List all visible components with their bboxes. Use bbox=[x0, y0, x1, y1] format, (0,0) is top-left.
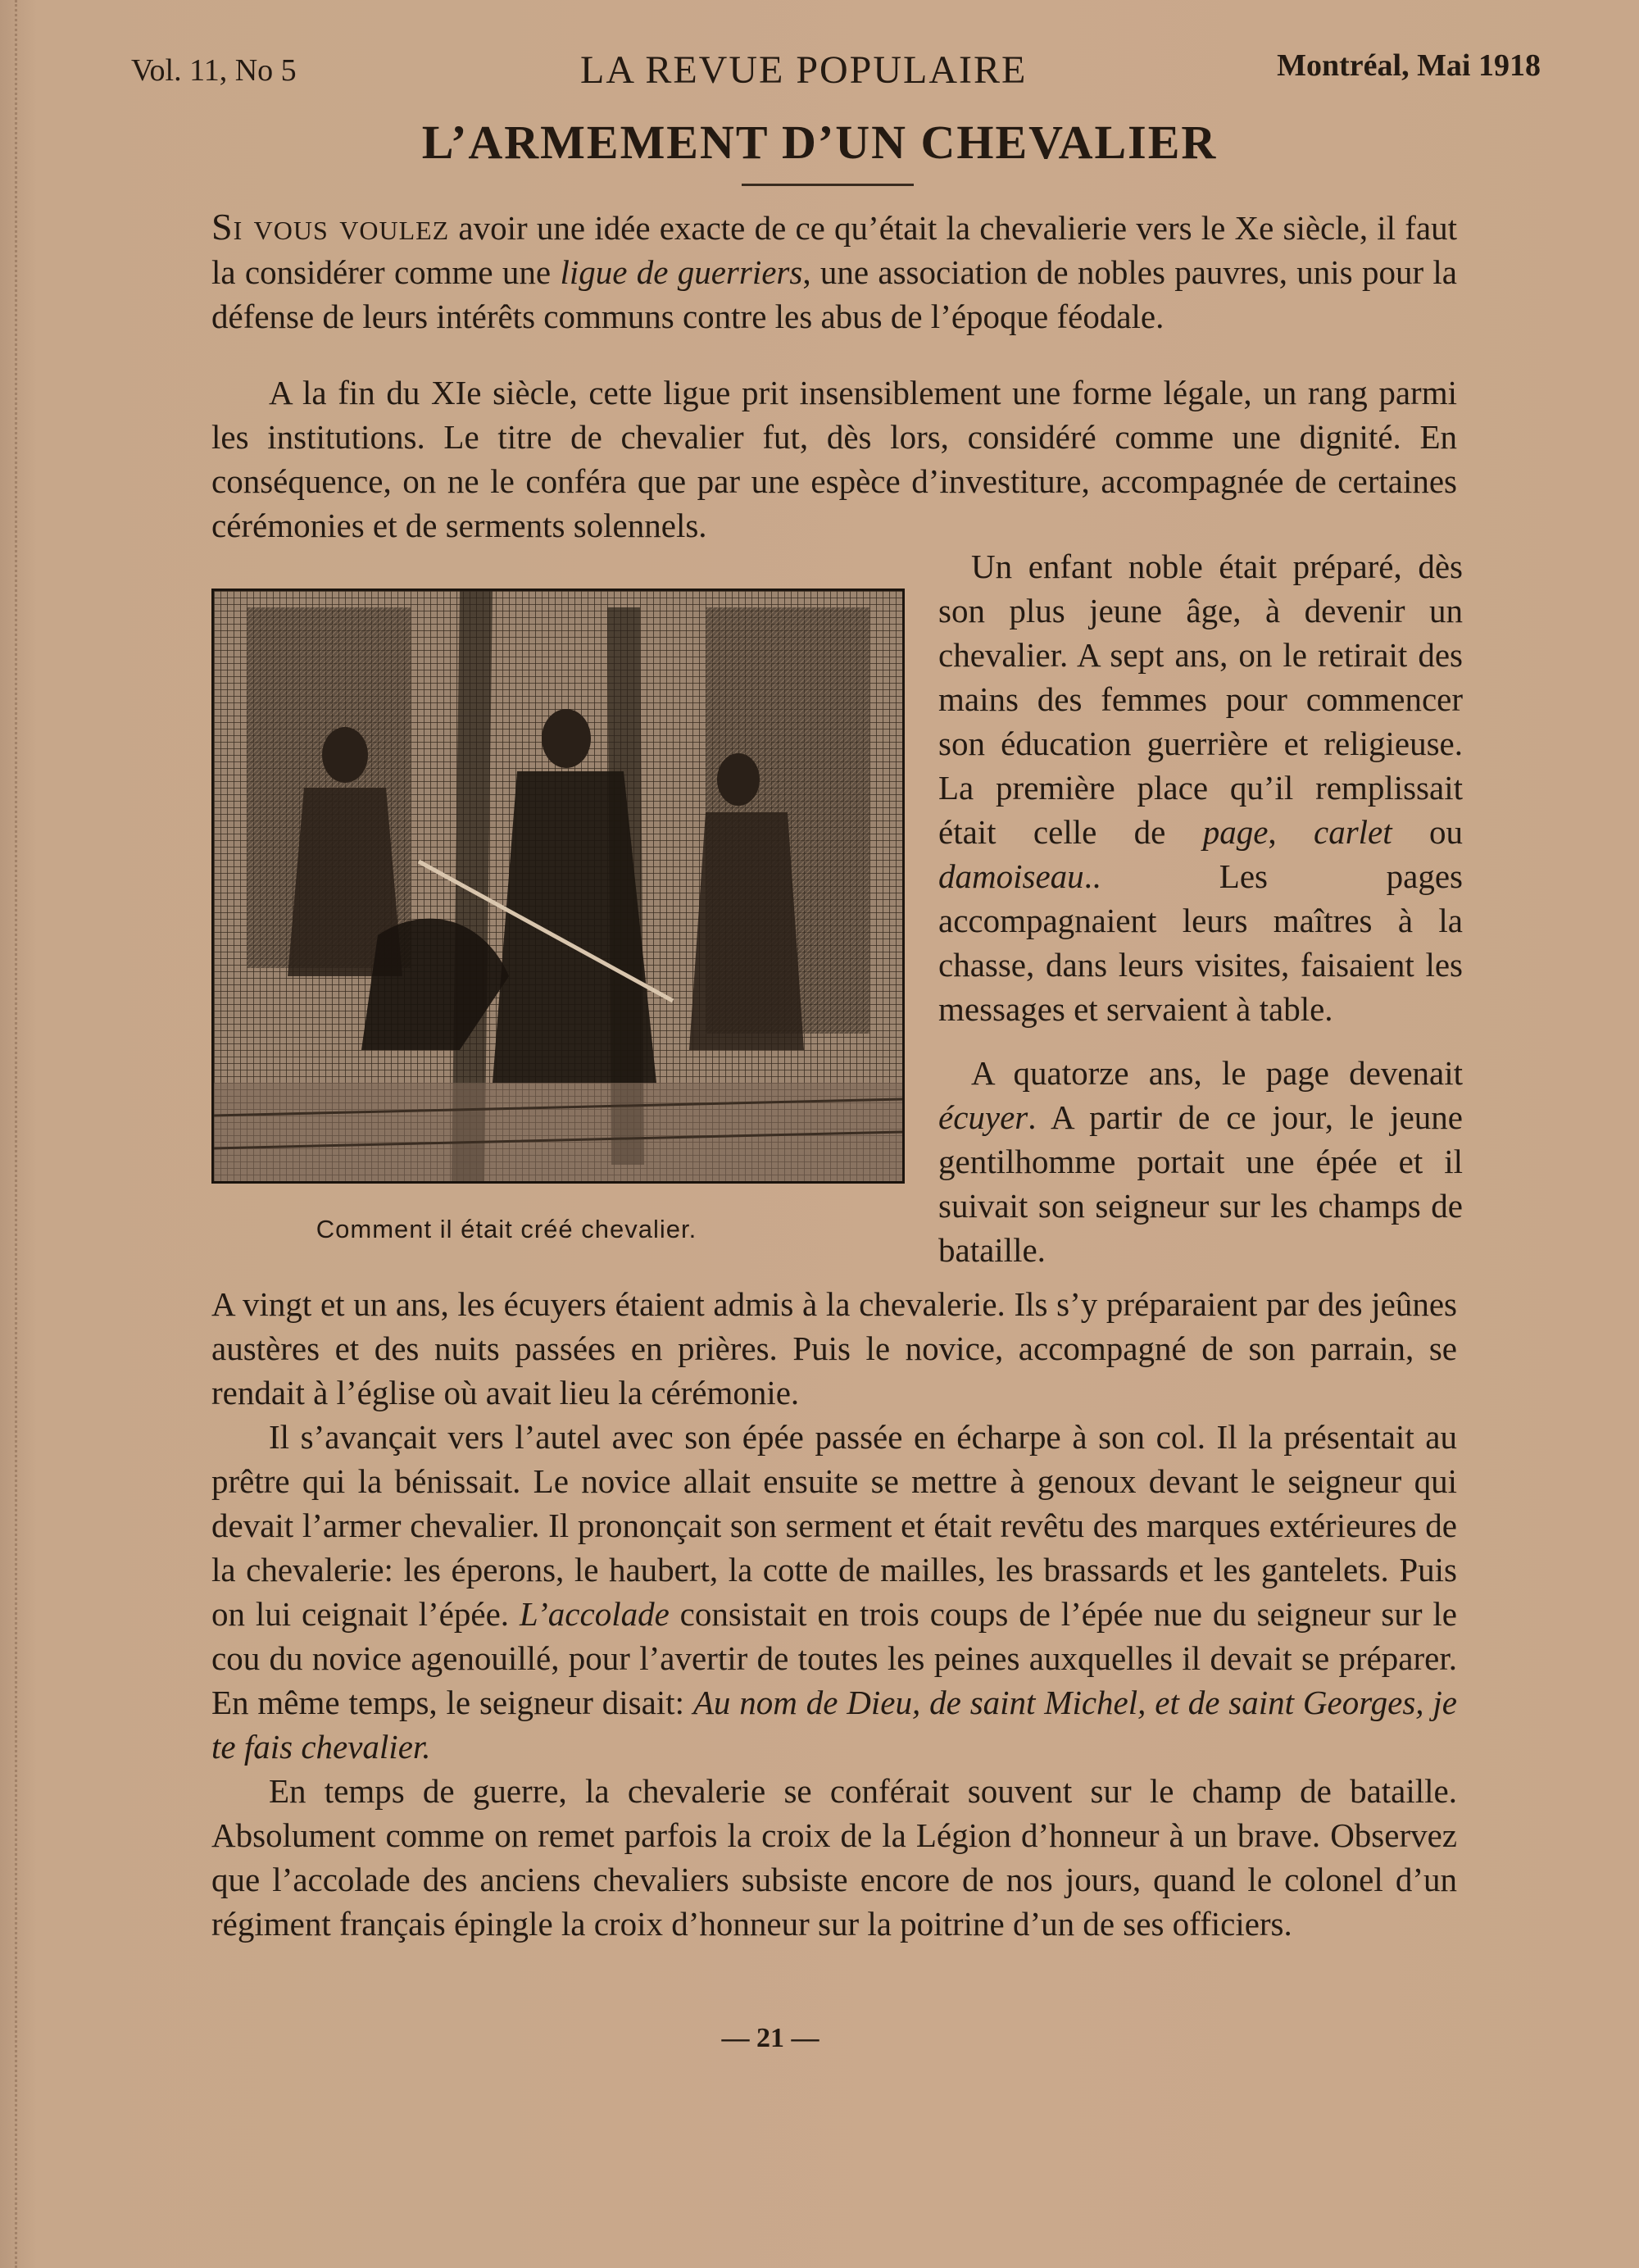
binding-edge bbox=[15, 0, 42, 2268]
paragraph-3-separator-2: ou bbox=[1392, 813, 1464, 851]
dubbing-formula: Au nom de Dieu, de saint Michel, et de saint Georges, je te fais chevalier. bbox=[211, 1684, 1457, 1766]
paragraph-1-text-b: , une association de nobles pauvres, unis pour la défense de leurs intérêts communs contre les abus de l’époque féodale. bbox=[211, 253, 1457, 335]
lower-paragraphs bbox=[211, 1282, 1457, 1946]
article-title: L’ARMEMENT D’UN CHEVALIER bbox=[421, 116, 1218, 169]
title-rule bbox=[742, 184, 914, 186]
illustration bbox=[211, 589, 905, 1184]
side-column bbox=[938, 544, 1463, 1272]
paragraph-3-text-b: .. Les pages accompagnaient leurs maîtres à la chasse, dans leurs visites, faisaient les messages et servaient à table. bbox=[938, 857, 1463, 1028]
paragraph-2 bbox=[211, 370, 1457, 548]
paragraph-1-emphasis: ligue de guerriers bbox=[560, 253, 803, 291]
issue-date: Montréal, Mai 1918 bbox=[1277, 48, 1541, 83]
paragraph-6-text-b: consistait en trois coups de l’épée nue du seigneur sur le cou du novice agenouillé, pour l’avertir de toutes les peines auxquelles il devait se préparer. En même temps, le seigneur disait: bbox=[211, 1595, 1457, 1721]
volume-number: Vol. 11, No 5 bbox=[131, 53, 297, 88]
paragraph-1 bbox=[211, 205, 1457, 339]
paragraph-6 bbox=[211, 1415, 1457, 1769]
paragraph-4-text-b: . A partir de ce jour, le jeune gentilhomme portait une épée et il suivait son seigneur sur les champs de bataille. bbox=[938, 1098, 1463, 1269]
opening-words: Si vous voulez bbox=[211, 206, 450, 248]
term-damoiseau: damoiseau bbox=[938, 857, 1084, 895]
paragraph-7: En temps de guerre, la chevalerie se conférait souvent sur le champ de bataille. Absolument comme on remet parfois la croix de la Légion d’honneur à un brave. Observez que l’accolade des anciens chevaliers subsiste encore de nos jours, quand le colonel d’un régiment français épingle la croix d’honneur sur la poitrine d’un de ses officiers. bbox=[211, 1772, 1457, 1943]
paragraph-1-text-a: avoir une idée exacte de ce qu’était la chevalierie vers le Xe siècle, il faut la considérer comme une bbox=[211, 209, 1457, 291]
paragraph-2-text: A la fin du XIe siècle, cette ligue prit insensiblement une forme légale, un rang parmi les institutions. Le titre de chevalier fut, dès lors, considéré comme une dignité. En conséquence, on ne le conféra que par une espèce d’investiture, accompagnée de certaines cérémonies et de serments solennels. bbox=[211, 374, 1457, 544]
knighting-engraving bbox=[214, 591, 902, 1181]
term-carlet: carlet bbox=[1314, 813, 1392, 851]
page-number: — 21 — bbox=[721, 2023, 820, 2053]
magazine-name: LA REVUE POPULAIRE bbox=[580, 48, 1028, 92]
figure-caption: Comment il était créé chevalier. bbox=[316, 1215, 697, 1243]
term-ecuyer: écuyer bbox=[938, 1098, 1028, 1136]
running-head bbox=[131, 46, 1541, 95]
paragraph-6-text-a: Il s’avançait vers l’autel avec son épée passée en écharpe à son col. Il la présentait au prêtre qui la bénissait. Le novice allait ensuite se mettre à genoux devant le seigneur qui devait l’armer chevalier. Il prononçait son serment et était revêtu des marques extérieures de la chevalerie: les éperons, le haubert, la cotte de mailles, les brassards et les gantelets. Puis on lui ceignait l’épée. bbox=[211, 1418, 1457, 1633]
paragraph-3 bbox=[938, 544, 1463, 1031]
paragraph-3-separator-1: , bbox=[1268, 813, 1314, 851]
paragraph-4-text-a: A quatorze ans, le page devenait bbox=[971, 1054, 1463, 1092]
term-accolade: L’accolade bbox=[519, 1595, 670, 1633]
paragraph-3-text-a: Un enfant noble était préparé, dès son plus jeune âge, à devenir un chevalier. A sept ans, on le retirait des mains des femmes pour commencer son éducation guerrière et religieuse. La première place qu’il remplissait était celle de bbox=[938, 548, 1463, 851]
paragraph-5: A vingt et un ans, les écuyers étaient admis à la chevalerie. Ils s’y préparaient par des jeûnes austères et des nuits passées en prières. Puis le novice, accompagné de son parrain, se rendait à l’église où avait lieu la cérémonie. bbox=[211, 1285, 1457, 1411]
term-page: page bbox=[1202, 813, 1269, 851]
paragraph-4 bbox=[938, 1051, 1463, 1272]
